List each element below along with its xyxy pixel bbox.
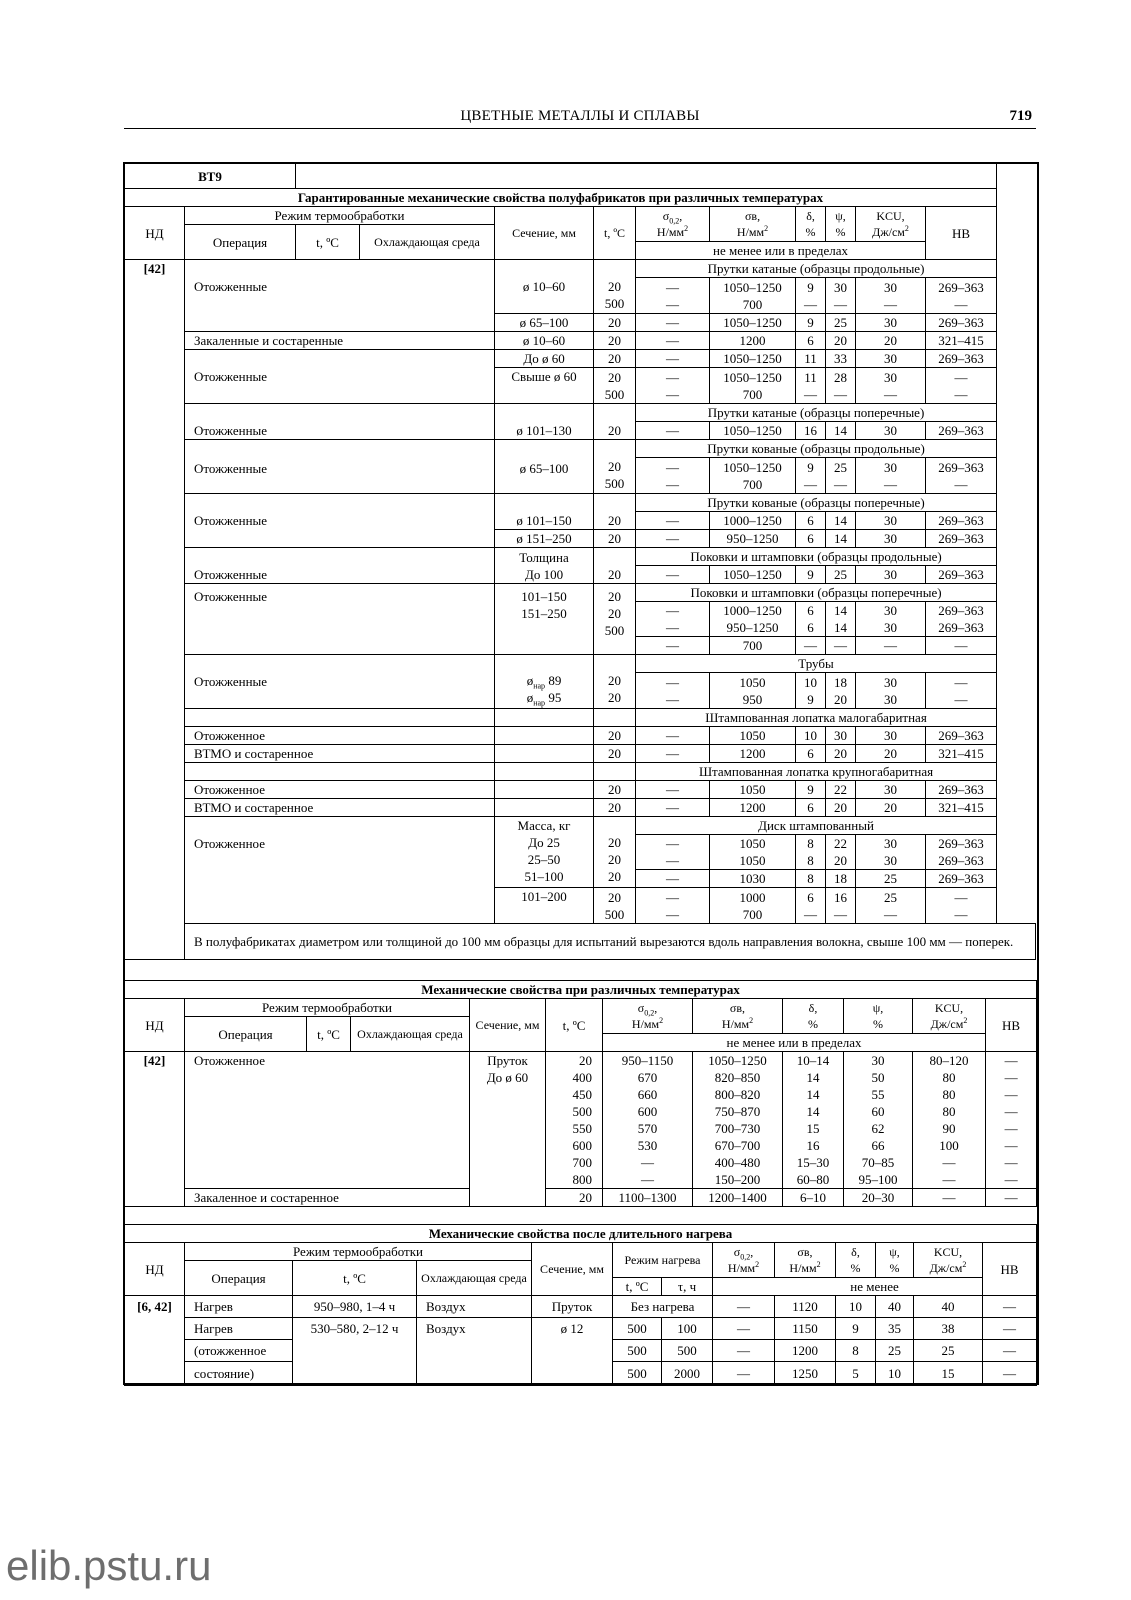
col-temp: t, ºС — [594, 207, 636, 260]
group-label: Прутки кованые (образцы продольные) — [636, 440, 997, 458]
reference: [42] — [125, 260, 185, 960]
table1-footnote: В полуфабрикатах диаметром или толщиной до 100 мм образцы для испытаний вырезаются вдоль направления волокна, свыше 100 мм — поперек. — [185, 924, 1036, 960]
limits-note: не менее или в пределах — [636, 242, 926, 260]
col-delta: δ, % — [796, 207, 826, 242]
running-header — [124, 108, 1036, 129]
group-label: Штампованная лопатка крупногабаритная — [636, 763, 997, 781]
operation: Отожженные — [194, 279, 268, 294]
section: ø 10–60 — [522, 279, 566, 294]
group-label: Прутки кованые (образцы поперечные) — [636, 494, 997, 512]
col-operation: Операция — [185, 225, 296, 260]
temperature-properties-table: Механические свойства при различных температурах НД Режим термообработки Сечение, мм t, ºС $\sigma_{0,2}$, $Н/мм^2$ σв, $Н/мм^2$ δ, % ψ, % KCU, $Дж/см^2$ НВ Операция t, ºС Охлаждающая среда не менее или в пределах [42] Отожженное Пруток До ø 60 20 400 450 500 550 600 700 800 950–1150 670 660 600 570 530 — — 1050–1250 820–850 800–820 750–870 700–730 670–700 400–480 150–200 10–14 14 14 14 15 16 15–30 60–80 30 50 55 60 62 66 70–85 95–100 80–120 80 80 80 90 100 — — — — — — — — — — Закаленное и состаренное 20 1100–1300 1200–1400 6–10 20–30 — — — [124, 980, 1037, 1207]
operation: Закаленное и состаренное — [185, 1189, 470, 1207]
col-section: Сечение, мм — [495, 207, 594, 260]
group-label: Трубы — [636, 655, 997, 673]
page-number: 719 — [1009, 108, 1032, 124]
alloy-name: ВТ9 — [125, 164, 296, 189]
table3-title: Механические свойства после длительного нагрева — [125, 1225, 1037, 1243]
operation: Закаленные и состаренные — [185, 332, 495, 350]
table2-title: Механические свойства при различных температурах — [125, 981, 1037, 999]
col-t: t, ºС — [296, 225, 360, 260]
table1-title: Гарантированные механические свойства полуфабрикатов при различных температурах — [125, 189, 997, 207]
header-title: ЦВЕТНЫЕ МЕТАЛЛЫ И СПЛАВЫ — [460, 108, 700, 124]
col-s02: $\sigma_{0,2}$, $Н/мм^2$ — [636, 207, 710, 242]
long-heating-table: Механические свойства после длительного нагрева НД Режим термообработки Сечение, мм Режим нагрева $\sigma_{0,2}$, $Н/мм^2$ σв, $Н/мм^2$ δ, % ψ, % KCU, $Дж/см^2$ НВ Операция t, ºС Охлаждающая среда t, ºС τ, ч не менее [6, 42] Нагрев 950–980, 1–4 ч Воздух Пруток Без нагрева — 1120 10 40 40 — Нагрев 530–580, 2–12 ч Воздух ø 12 500 100 — 1150 9 35 38 — (отожженное 500 500 — 1200 8 25 25 — состояние) 500 2000 — 1250 5 10 15 — — [124, 1224, 1037, 1386]
group-label: Прутки катаные (образцы продольные) — [636, 260, 997, 278]
group-label: Диск штампованный — [636, 817, 997, 835]
col-nd: НД — [125, 207, 185, 260]
col-hb: НВ — [926, 207, 997, 260]
col-cooling: Охлаждающая среда — [360, 225, 495, 260]
col-kcu: KCU, $Дж/см^2$ — [856, 207, 926, 242]
operation: Отожженное — [185, 1052, 470, 1189]
group-label: Штампованная лопатка малогабаритная — [636, 709, 997, 727]
col-psi: ψ, % — [826, 207, 856, 242]
group-label: Поковки и штамповки (образцы продольные) — [636, 548, 997, 566]
col-mode: Режим термообработки — [185, 207, 495, 225]
group-label: Поковки и штамповки (образцы поперечные) — [636, 584, 997, 602]
group-label: Прутки катаные (образцы поперечные) — [636, 404, 997, 422]
watermark: elib.pstu.ru — [6, 1542, 212, 1589]
col-sv: σв, $Н/мм^2$ — [710, 207, 796, 242]
guaranteed-properties-table: ВТ9 Гарантированные механические свойства полуфабрикатов при различных температурах НД Режим термообработки Сечение, мм t, ºС $\sigma_{0,2}$, $Н/мм^2$ σв, $Н/мм^2$ δ, % ψ, % KCU, $Дж/см^2$ НВ Операция t, ºС Охлаждающая среда не менее или в пределах [42] Отожженные ø 10–60 20 500 Прутки катаные (образцы продольные) — — 1050–1250 700 9 — 30 — 30 — 269–363 — ø 65–100 20 — 1050–1250 9 25 30 269–363 Закаленные и состаренные ø 10–60 20 — 1200 6 20 20 321–415 Отожженные До ø 60 20 — 1050–1250 11 33 30 269–363 Свыше ø 60 20 500 — — 1050–1250 700 11 — 28 — 30 — — — Отожженные ø 101–130 20 Прутки катаные (образцы поперечные) — 1050–1250 16 14 30 269–363 Отожженные ø 65–100 20 500 Прутки кованые (образцы продольные) — — 1050–1250 700 9 — 25 — 30 — 269–363 — Отожженные ø 101–150 20 Прутки кованые (образцы поперечные) — 1000–1250 6 14 30 269–363 ø 151–250 20 — 950–1250 6 14 30 269–363 Отожженные Толщина До 100 20 Поковки и штамповки (образцы продольные) — 1050–1250 9 25 30 269–363 Отожженные 101–150 151–250 20 20 500 Поковки и штамповки (образцы поперечные) — — 1000–1250 950–1250 6 6 14 14 30 30 269–363 269–363 — 700 — — — — Отожженные $ø_{нар}$ 89 $ø_{нар}$ 95 20 20 Трубы — — 1050 950 10 9 18 20 30 30 — — Штампованная лопатка малогабаритная Отожженное 20 — 1050 10 30 30 269–363 ВТМО и состаренное 20 — 1200 6 20 20 321–415 Штампованная лопатка крупногабаритная Отожженное 20 — 1050 9 22 30 269–363 ВТМО и состаренное 20 — 1200 6 20 20 321–415 Отожженное Масса, кг До 25 25–50 51–100 20 20 20 Диск штампованный — — 1050 1050 8 8 22 20 30 30 269–363 269–363 — 1030 8 18 25 269–363 101–200 20 500 — — 1000 700 6 — 16 — 25 — — — В полуфабрикатах диаметром или толщиной до 100 мм образцы для испытаний вырезаются вдоль направления волокна, свыше 100 мм — поперек. — [124, 163, 1036, 960]
